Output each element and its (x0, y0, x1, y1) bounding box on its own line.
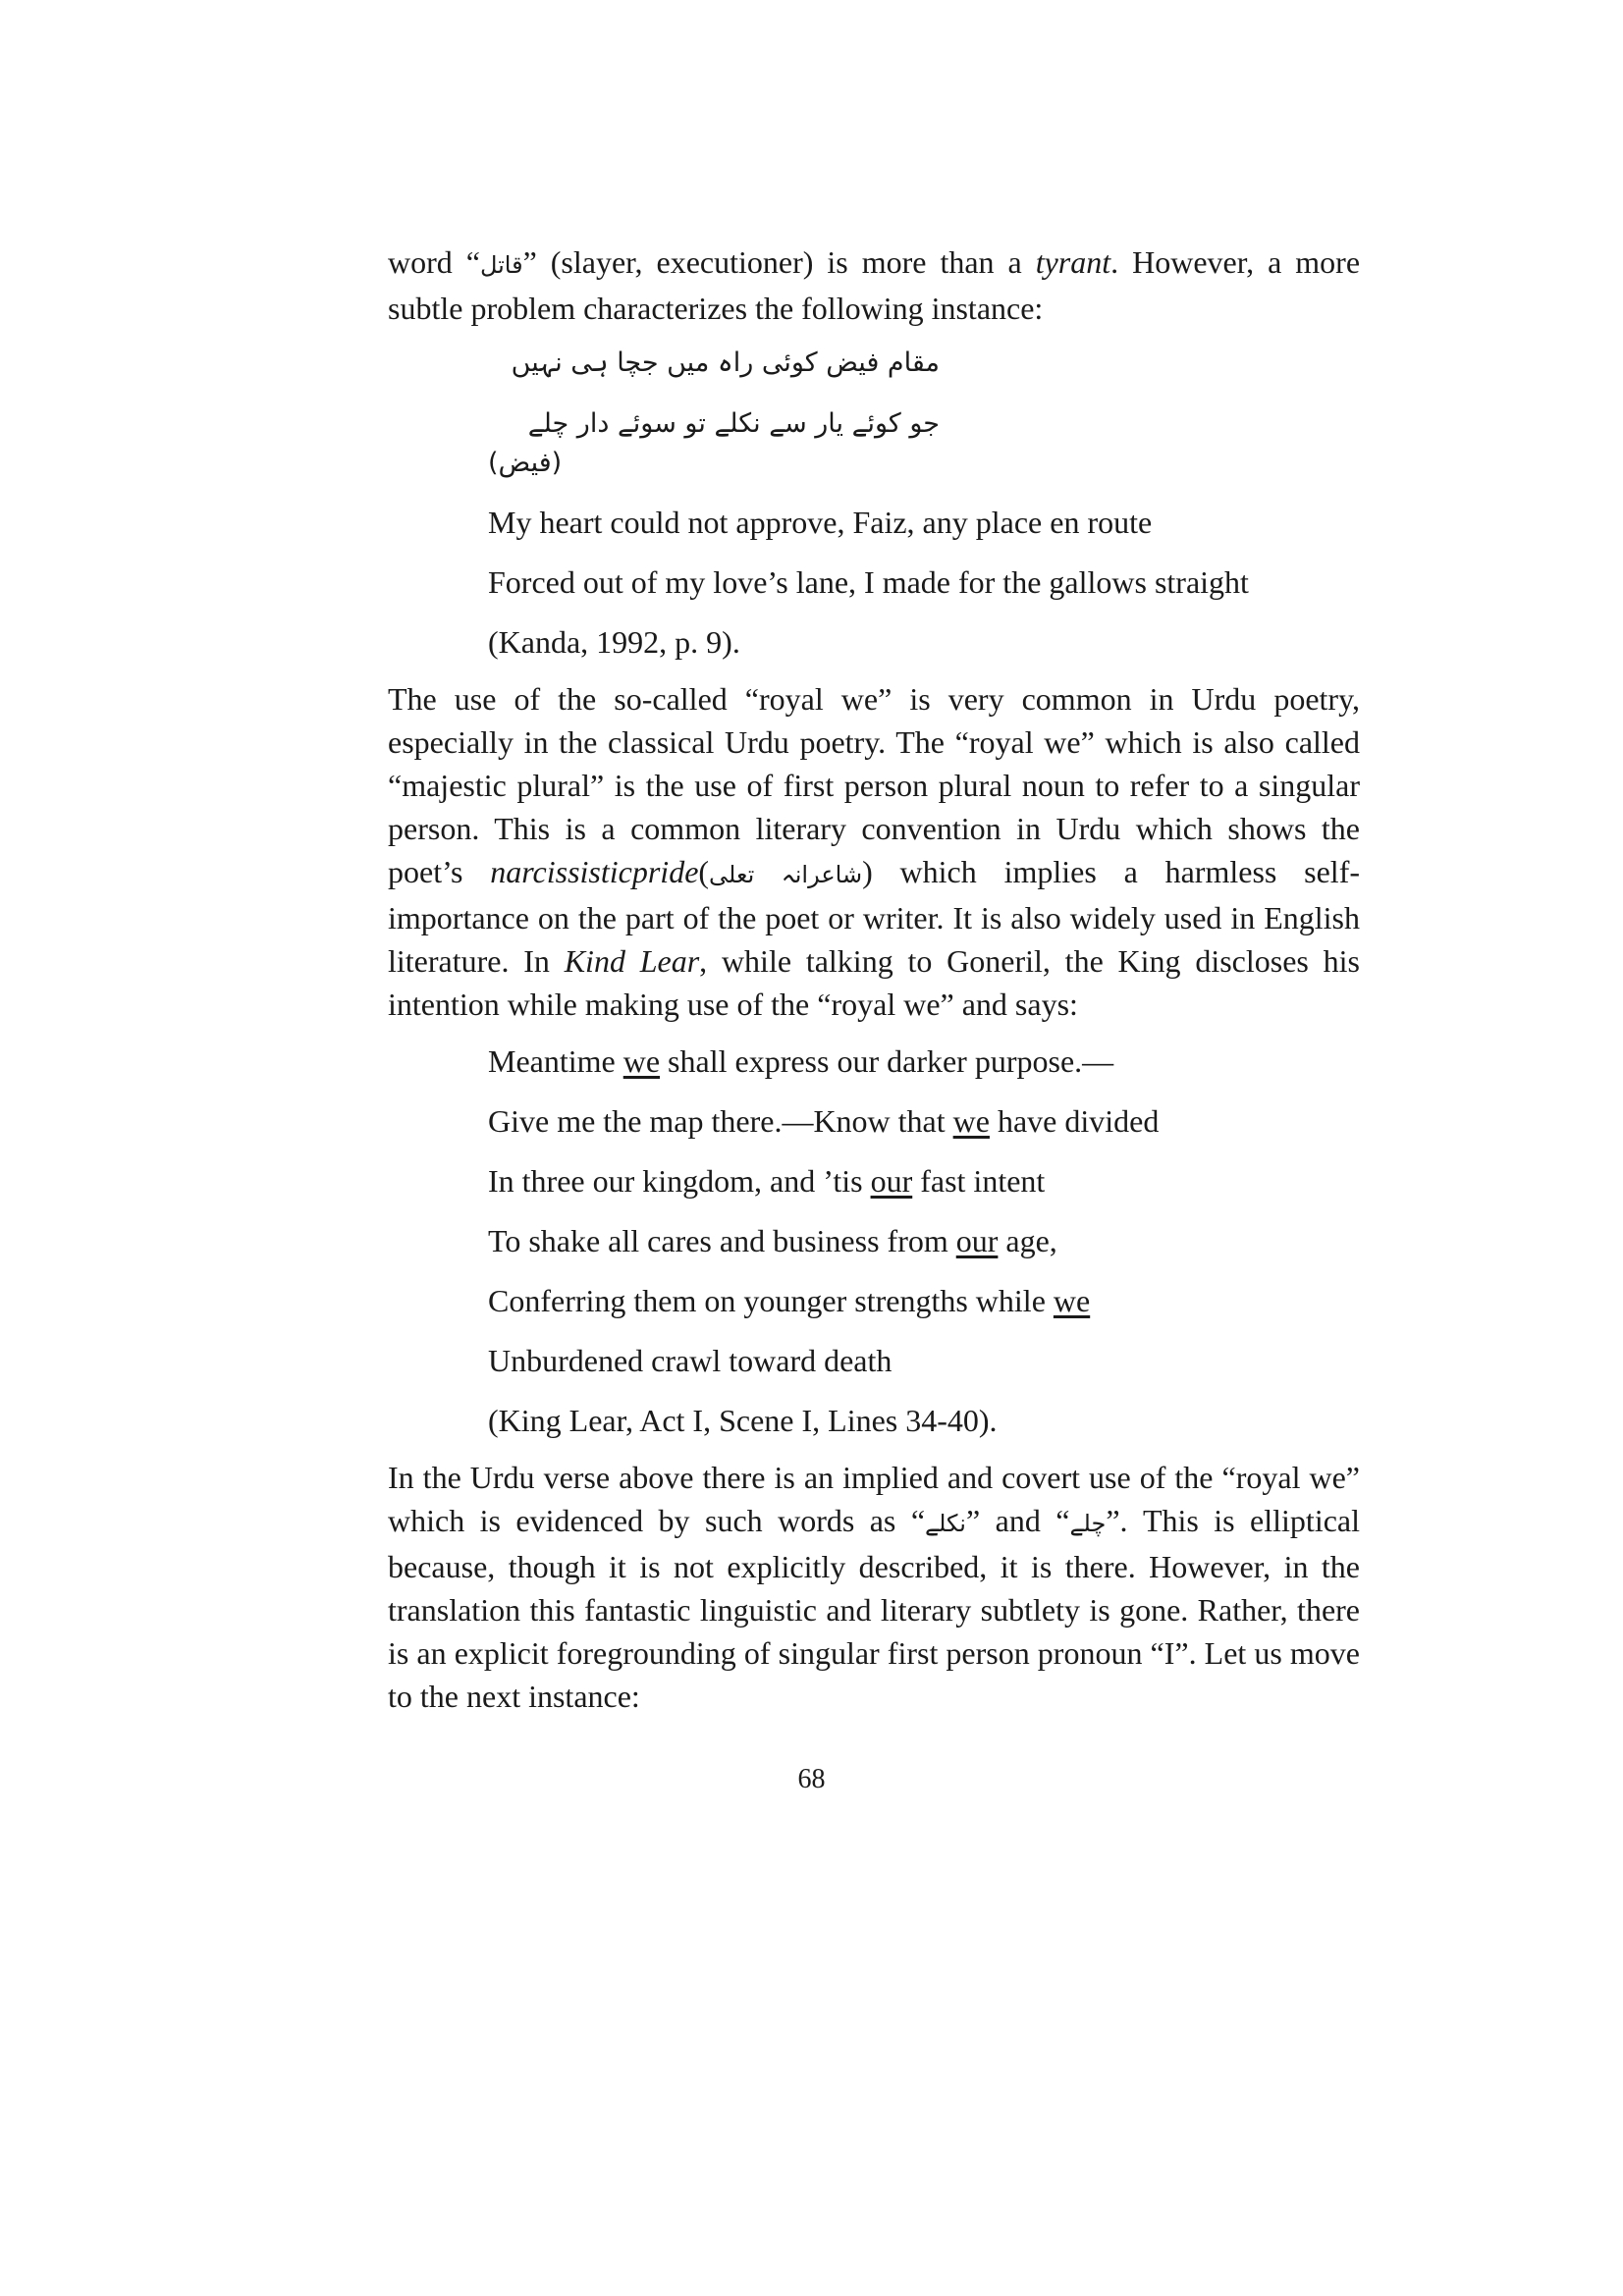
lear-line-6: Unburdened crawl toward death (488, 1343, 893, 1378)
underlined-word: our (870, 1163, 913, 1199)
paragraph-text: ) which implies a harmless self-importance on the part of the poet or writer. It is also widely used in English literature. In (388, 854, 1361, 979)
translation-block (488, 501, 1360, 664)
italic-tyrant: tyrant (1035, 244, 1111, 280)
lear-line-1: Meantime we shall express our darker purpose.— (488, 1043, 1114, 1079)
closing-paragraph (388, 1456, 1360, 1718)
intro-text: word “ (388, 244, 480, 280)
lear-line-4: To shake all cares and business from our age, (488, 1223, 1057, 1258)
paragraph-text: ” and “ (965, 1503, 1070, 1538)
urdu-word-nikle: نکلے (925, 1510, 966, 1537)
king-lear-quote (488, 1040, 1360, 1442)
royal-we-paragraph (388, 677, 1360, 1026)
italic-narcissistic-pride: narcissisticpride (490, 854, 699, 889)
paragraph-text: ”. This is elliptical because, though it is not explicitly described, it is there. However, in the translation this fantastic linguistic and literary subtlety is gone. Rather, there is an explicit foregrounding of singular first person pronoun “I”. Let us move to the next instance: (388, 1503, 1361, 1714)
italic-kind-lear: Kind Lear (564, 943, 700, 979)
intro-text: . However, a more subtle problem characterizes the following instance: (388, 244, 1361, 326)
lear-citation: (King Lear, Act I, Scene I, Lines 34-40). (488, 1403, 998, 1438)
paragraph-text: In the Urdu verse above there is an implied and covert use of the “royal we” which is evidenced by such words as “ (388, 1460, 1360, 1538)
underlined-word: we (622, 1043, 661, 1079)
urdu-verse-line-1: مقام فیض کوئی راہ میں جچا ہی نہیں (511, 347, 940, 378)
urdu-word-chale: چلے (1069, 1510, 1107, 1537)
lear-line-2: Give me the map there.—Know that we have divided (488, 1103, 1160, 1139)
translation-citation: (Kanda, 1992, p. 9). (488, 624, 740, 660)
urdu-word-qatil: قاتل (479, 251, 523, 279)
page-number: 68 (797, 1764, 826, 1794)
paragraph-text: ( (698, 854, 710, 889)
translation-line-2: Forced out of my love’s lane, I made for the gallows straight (488, 564, 1249, 600)
page-body (388, 240, 1360, 1718)
translation-line-1: My heart could not approve, Faiz, any place en route (488, 505, 1153, 540)
urdu-term: شاعرانہ تعلی (709, 861, 863, 888)
underlined-word: we (952, 1103, 990, 1139)
intro-text: ” (slayer, executioner) is more than a (522, 244, 1036, 280)
lear-line-3: In three our kingdom, and ’tis our fast intent (488, 1163, 1046, 1199)
lear-line-5: Conferring them on younger strengths while we (488, 1283, 1091, 1318)
urdu-verse-line-2: جو کوئے یار سے نکلے تو سوئے دار چلے (527, 408, 940, 439)
urdu-verse-block (488, 344, 1360, 501)
underlined-word: we (1053, 1283, 1091, 1318)
underlined-word: our (955, 1223, 999, 1258)
urdu-verse-attribution: (فیض) (488, 448, 563, 478)
intro-paragraph (388, 240, 1360, 330)
paragraph-text: The use of the so-called “royal we” is very common in Urdu poetry, especially in the classical Urdu poetry. The “royal we” which is also called “majestic plural” is the use of first person plural noun to refer to a singular person. This is a common literary convention in Urdu which shows the poet’s (388, 681, 1360, 889)
paragraph-text: , while talking to Goneril, the King discloses his intention while making use of the “royal we” and says: (388, 943, 1361, 1022)
